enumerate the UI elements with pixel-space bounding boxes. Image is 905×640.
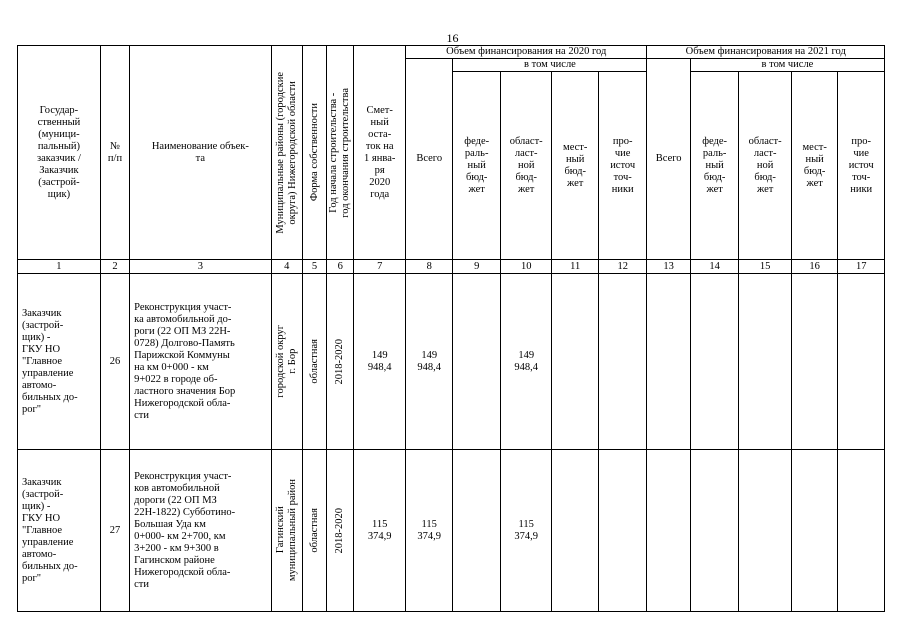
col-number: 4: [271, 260, 302, 274]
header-object-name: Наименование объек- та: [130, 46, 271, 260]
row-other-2021: [838, 274, 885, 450]
header-years: Год начала строительства - год окончания строительства: [327, 46, 354, 260]
page-number: 16: [446, 31, 459, 45]
row-local-2021: [791, 450, 837, 612]
header-total-2020: Всего: [405, 59, 452, 260]
row-regional-2021: [739, 274, 792, 450]
col-number: 11: [552, 260, 598, 274]
row-object: Реконструкция участ- ка автомобильной до- роги (22 ОП МЗ 22Н- 0728) Долгово-Память Парижской Коммуны на км 0+000 - км 9+022 в городе об- ластного значения Бор Нижегородской обла- сти: [130, 274, 271, 450]
row-district: городской округ г. Бор: [271, 274, 302, 450]
row-total-2020: 115 374,9: [405, 450, 452, 612]
table-row: [18, 450, 885, 612]
col-number: 6: [327, 260, 354, 274]
row-object: Реконструкция участ- ков автомобильной дороги (22 ОП МЗ 22Н-1822) Субботино- Большая Уда км 0+000- км 2+700, км 3+200 - км 9+300 в Гагинском районе Нижегородской обла- сти: [130, 450, 271, 612]
row-total-2021: [647, 450, 690, 612]
header-local-2021: мест- ный бюд- жет: [791, 72, 837, 260]
header-incl-2020: в том числе: [453, 59, 647, 72]
row-total-2020: 149 948,4: [405, 274, 452, 450]
row-years: 2018-2020: [327, 450, 354, 612]
header-total-2021: Всего: [647, 59, 690, 260]
row-local-2020: [552, 274, 598, 450]
row-federal-2021: [690, 274, 739, 450]
col-number: 9: [453, 260, 500, 274]
col-number: 8: [405, 260, 452, 274]
col-number: 7: [354, 260, 406, 274]
row-federal-2020: [453, 450, 500, 612]
row-regional-2020: 149 948,4: [500, 274, 552, 450]
col-number: 3: [130, 260, 271, 274]
header-num: № п/п: [100, 46, 129, 260]
row-customer: Заказчик (застрой- щик) - ГКУ НО "Главное управление автомо- бильных до- рог": [18, 274, 101, 450]
header-fin-2021: Объем финансирования на 2021 год: [647, 46, 885, 59]
row-regional-2020: 115 374,9: [500, 450, 552, 612]
col-number: 2: [100, 260, 129, 274]
header-incl-2021: в том числе: [690, 59, 884, 72]
row-local-2021: [791, 274, 837, 450]
financing-table: [17, 45, 885, 612]
col-number: 14: [690, 260, 739, 274]
header-other-2020: про- чие источ точ- ники: [598, 72, 647, 260]
col-number: 10: [500, 260, 552, 274]
row-federal-2021: [690, 450, 739, 612]
row-regional-2021: [739, 450, 792, 612]
col-number: 16: [791, 260, 837, 274]
header-other-2021: про- чие источ точ- ники: [838, 72, 885, 260]
row-other-2020: [598, 450, 647, 612]
header-regional-2021: област- ласт- ной бюд- жет: [739, 72, 792, 260]
col-number: 17: [838, 260, 885, 274]
header-customer: Государ- ственный (муници- пальный) заказчик / Заказчик (застрой- щик): [18, 46, 101, 260]
row-estimate: 115 374,9: [354, 450, 406, 612]
row-customer: Заказчик (застрой- щик) - ГКУ НО "Главное управление автомо- бильных до- рог": [18, 450, 101, 612]
header-fin-2020: Объем финансирования на 2020 год: [405, 46, 646, 59]
row-num: 26: [100, 274, 129, 450]
row-local-2020: [552, 450, 598, 612]
row-other-2020: [598, 274, 647, 450]
header-local-2020: мест- ный бюд- жет: [552, 72, 598, 260]
row-other-2021: [838, 450, 885, 612]
col-number: 12: [598, 260, 647, 274]
row-ownership: областная: [302, 274, 326, 450]
header-districts: Муниципальные районы (городские округа) Нижегородской области: [271, 46, 302, 260]
header-federal-2020: феде- раль- ный бюд- жет: [453, 72, 500, 260]
row-district: Гагинский муниципальный район: [271, 450, 302, 612]
col-number: 13: [647, 260, 690, 274]
col-number: 1: [18, 260, 101, 274]
row-total-2021: [647, 274, 690, 450]
header-regional-2020: област- ласт- ной бюд- жет: [500, 72, 552, 260]
row-years: 2018-2020: [327, 274, 354, 450]
header-ownership: Форма собственности: [302, 46, 326, 260]
row-ownership: областная: [302, 450, 326, 612]
col-number: 15: [739, 260, 792, 274]
row-federal-2020: [453, 274, 500, 450]
row-estimate: 149 948,4: [354, 274, 406, 450]
col-number: 5: [302, 260, 326, 274]
row-num: 27: [100, 450, 129, 612]
table-row: [18, 274, 885, 450]
header-estimate: Смет- ный оста- ток на 1 янва- ря 2020 года: [354, 46, 406, 260]
header-federal-2021: феде- раль- ный бюд- жет: [690, 72, 739, 260]
